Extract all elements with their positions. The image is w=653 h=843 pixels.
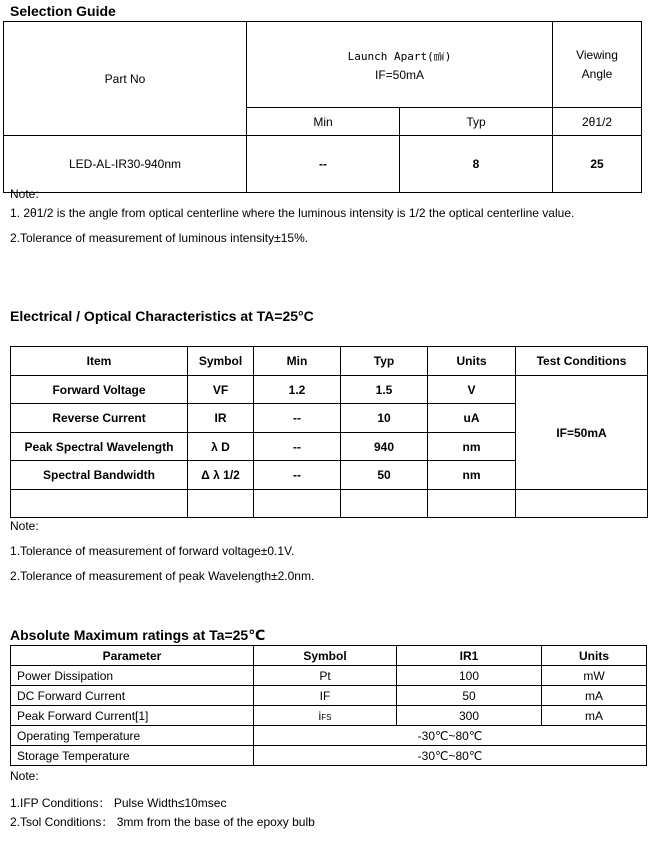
viewing-label: Viewing bbox=[576, 48, 618, 62]
eo-condition: IF=50mA bbox=[516, 376, 648, 490]
eo-empty-cell bbox=[254, 490, 341, 518]
amr-op-parameter: Operating Temperature bbox=[11, 726, 254, 746]
note3-item-2: 2.Tsol Conditions： 3mm from the base of the epoxy bulb bbox=[10, 815, 315, 829]
eo-row-symbol: VF bbox=[188, 376, 254, 404]
angle-header: 2θ1/2 bbox=[553, 108, 642, 136]
eo-header-typ: Typ bbox=[341, 347, 428, 376]
eo-row-item: Forward Voltage bbox=[11, 376, 188, 404]
note2-item-2: 2.Tolerance of measurement of peak Wavelength±2.0nm. bbox=[10, 569, 315, 583]
eo-empty-cell bbox=[11, 490, 188, 518]
launch-apart-label: Launch Apart(㎽) bbox=[347, 49, 452, 63]
eo-row-typ: 1.5 bbox=[341, 376, 428, 404]
eo-row-units: uA bbox=[428, 404, 516, 433]
amr-header-parameter: Parameter bbox=[11, 646, 254, 666]
eo-empty-cell bbox=[516, 490, 648, 518]
amr-row-value: 300 bbox=[397, 706, 542, 726]
eo-row-typ: 10 bbox=[341, 404, 428, 433]
amr-row-value: 50 bbox=[397, 686, 542, 706]
eo-row-min: -- bbox=[254, 461, 341, 490]
note2-item-1: 1.Tolerance of measurement of forward voltage±0.1V. bbox=[10, 544, 295, 558]
note3-item-1: 1.IFP Conditions： Pulse Width≤10msec bbox=[10, 796, 227, 810]
angle-label: Angle bbox=[581, 67, 613, 81]
eo-row-min: -- bbox=[254, 404, 341, 433]
eo-row-symbol: IR bbox=[188, 404, 254, 433]
angle-cell: 25 bbox=[553, 136, 642, 193]
amr-row-parameter: Peak Forward Current[1] bbox=[11, 706, 254, 726]
part-no-header: Part No bbox=[4, 22, 247, 136]
eo-empty-cell bbox=[341, 490, 428, 518]
eo-header-units: Units bbox=[428, 347, 516, 376]
part-cell: LED-AL-IR30-940nm bbox=[4, 136, 247, 193]
eo-header-item: Item bbox=[11, 347, 188, 376]
eo-row-item: Reverse Current bbox=[11, 404, 188, 433]
amr-op-range: -30℃~80℃ bbox=[254, 726, 647, 746]
selection-guide-table bbox=[3, 21, 642, 193]
amr-row-value: 100 bbox=[397, 666, 542, 686]
eo-row-min: 1.2 bbox=[254, 376, 341, 404]
note1-label: Note: bbox=[10, 187, 39, 201]
amr-st-range: -30℃~80℃ bbox=[254, 746, 647, 766]
amr-header-ir1: IR1 bbox=[397, 646, 542, 666]
eo-table bbox=[10, 346, 648, 518]
eo-row-units: V bbox=[428, 376, 516, 404]
eo-row-min: -- bbox=[254, 433, 341, 461]
note2-label: Note: bbox=[10, 519, 39, 533]
eo-row-symbol: Δ λ 1/2 bbox=[188, 461, 254, 490]
eo-row-symbol: λ D bbox=[188, 433, 254, 461]
amr-title: Absolute Maximum ratings at Ta=25℃ bbox=[10, 627, 266, 643]
amr-row-symbol: Pt bbox=[254, 666, 397, 686]
selection-guide-title: Selection Guide bbox=[10, 3, 116, 19]
eo-title: Electrical / Optical Characteristics at TA=25°C bbox=[10, 308, 314, 324]
launch-if-label: IF=50mA bbox=[374, 67, 425, 82]
amr-row-symbol: iFS bbox=[254, 706, 397, 726]
amr-row-units: mA bbox=[542, 706, 647, 726]
note1-item-2: 2.Tolerance of measurement of luminous intensity±15%. bbox=[10, 231, 309, 245]
amr-row-parameter: DC Forward Current bbox=[11, 686, 254, 706]
eo-header-test-conditions: Test Conditions bbox=[516, 347, 648, 376]
eo-row-units: nm bbox=[428, 433, 516, 461]
eo-row-typ: 940 bbox=[341, 433, 428, 461]
amr-st-parameter: Storage Temperature bbox=[11, 746, 254, 766]
amr-header-symbol: Symbol bbox=[254, 646, 397, 666]
typ-header: Typ bbox=[400, 108, 553, 136]
eo-row-units: nm bbox=[428, 461, 516, 490]
min-header: Min bbox=[247, 108, 400, 136]
note1-item-1: 1. 2θ1/2 is the angle from optical centerline where the luminous intensity is 1/2 the optical centerline value. bbox=[10, 206, 575, 220]
eo-row-item: Peak Spectral Wavelength bbox=[11, 433, 188, 461]
typ-cell: 8 bbox=[400, 136, 553, 193]
viewing-angle-header bbox=[553, 22, 642, 108]
eo-empty-cell bbox=[188, 490, 254, 518]
amr-table bbox=[10, 645, 647, 766]
note3-label: Note: bbox=[10, 769, 39, 783]
amr-row-units: mW bbox=[542, 666, 647, 686]
amr-header-units: Units bbox=[542, 646, 647, 666]
eo-empty-cell bbox=[428, 490, 516, 518]
eo-row-item: Spectral Bandwidth bbox=[11, 461, 188, 490]
eo-header-min: Min bbox=[254, 347, 341, 376]
min-cell: -- bbox=[247, 136, 400, 193]
launch-apart-header bbox=[247, 22, 553, 108]
amr-row-parameter: Power Dissipation bbox=[11, 666, 254, 686]
amr-row-units: mA bbox=[542, 686, 647, 706]
amr-row-symbol: IF bbox=[254, 686, 397, 706]
eo-header-symbol: Symbol bbox=[188, 347, 254, 376]
eo-row-typ: 50 bbox=[341, 461, 428, 490]
